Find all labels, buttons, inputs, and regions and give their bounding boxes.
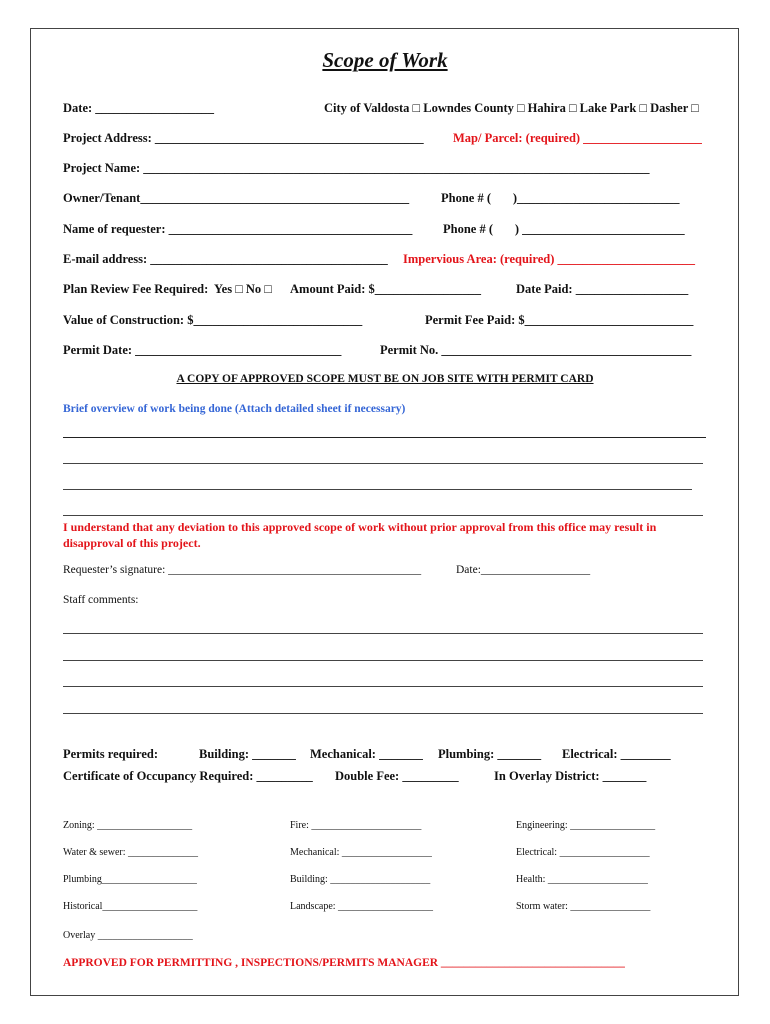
mechanical-review-field[interactable]: Mechanical: __________________ xyxy=(290,847,432,858)
owner-tenant-field[interactable]: Owner/Tenant___________________________________________ xyxy=(63,191,410,205)
overview-label: Brief overview of work being done (Attach detailed sheet if necessary) xyxy=(63,403,406,415)
permit-no-field[interactable]: Permit No. ________________________________________ xyxy=(380,343,692,357)
overview-line-4[interactable] xyxy=(63,515,703,516)
comments-line-1[interactable] xyxy=(63,633,703,634)
certificate-occupancy-field[interactable]: Certificate of Occupancy Required: _________ xyxy=(63,769,313,783)
double-fee-field[interactable]: Double Fee: _________ xyxy=(335,769,459,783)
owner-phone-field[interactable]: Phone # ( )__________________________ xyxy=(441,191,680,205)
requester-phone-field[interactable]: Phone # ( ) __________________________ xyxy=(443,222,685,236)
plumbing-review-field[interactable]: Plumbing___________________ xyxy=(63,874,197,885)
fire-review-field[interactable]: Fire: ______________________ xyxy=(290,820,422,831)
overview-line-2[interactable] xyxy=(63,463,703,464)
overlay-review-field[interactable]: Overlay ___________________ xyxy=(63,930,193,941)
map-parcel-field[interactable]: Map/ Parcel: (required) ___________________ xyxy=(453,131,702,145)
date-field[interactable]: Date: ___________________ xyxy=(63,101,215,115)
comments-line-2[interactable] xyxy=(63,660,703,661)
historical-review-field[interactable]: Historical___________________ xyxy=(63,901,198,912)
building-review-field[interactable]: Building: ____________________ xyxy=(290,874,431,885)
mechanical-permit-field[interactable]: Mechanical: _______ xyxy=(310,747,423,761)
deviation-warning: I understand that any deviation to this approved scope of work without prior approval from this office may result in disapproval of this project. xyxy=(63,520,657,550)
requester-name-field[interactable]: Name of requester: _______________________________________ xyxy=(63,222,413,236)
storm-water-review-field[interactable]: Storm water: ________________ xyxy=(516,901,651,912)
health-review-field[interactable]: Health: ____________________ xyxy=(516,874,648,885)
project-name-field[interactable]: Project Name: _________________________________________________________________________________ xyxy=(63,161,650,175)
water-sewer-review-field[interactable]: Water & sewer: ______________ xyxy=(63,847,198,858)
landscape-review-field[interactable]: Landscape: ___________________ xyxy=(290,901,434,912)
permits-required-label: Permits required: xyxy=(63,747,159,761)
approval-signature-field[interactable]: APPROVED FOR PERMITTING , INSPECTIONS/PERMITS MANAGER ________________________________ xyxy=(63,957,625,969)
jurisdiction-checkboxes[interactable]: City of Valdosta □ Lowndes County □ Hahira □ Lake Park □ Dasher □ xyxy=(324,101,699,115)
date-paid-field[interactable]: Date Paid: __________________ xyxy=(516,282,689,296)
plan-review-fee-field[interactable]: Plan Review Fee Required: Yes □ No □ xyxy=(63,282,272,296)
plumbing-permit-field[interactable]: Plumbing: _______ xyxy=(438,747,542,761)
comments-line-3[interactable] xyxy=(63,686,703,687)
electrical-review-field[interactable]: Electrical: __________________ xyxy=(516,847,650,858)
permit-date-field[interactable]: Permit Date: _________________________________ xyxy=(63,343,342,357)
email-field[interactable]: E-mail address: ______________________________________ xyxy=(63,252,388,266)
amount-paid-field[interactable]: Amount Paid: $_________________ xyxy=(290,282,481,296)
overlay-district-field[interactable]: In Overlay District: _______ xyxy=(494,769,647,783)
copy-notice: A COPY OF APPROVED SCOPE MUST BE ON JOB SITE WITH PERMIT CARD xyxy=(176,373,594,385)
permit-fee-paid-field[interactable]: Permit Fee Paid: $___________________________ xyxy=(425,313,694,327)
electrical-permit-field[interactable]: Electrical: ________ xyxy=(562,747,671,761)
impervious-area-field[interactable]: Impervious Area: (required) ______________________ xyxy=(403,252,696,266)
zoning-review-field[interactable]: Zoning: ___________________ xyxy=(63,820,193,831)
project-address-field[interactable]: Project Address: ___________________________________________ xyxy=(63,131,424,145)
form-title: Scope of Work xyxy=(322,48,448,72)
staff-comments-label: Staff comments: xyxy=(63,594,139,606)
requester-signature-field[interactable]: Requester’s signature: ____________________________________________ xyxy=(63,564,422,576)
building-permit-field[interactable]: Building: _______ xyxy=(199,747,296,761)
comments-line-4[interactable] xyxy=(63,713,703,714)
overview-line-3[interactable] xyxy=(63,489,692,490)
signature-date-field[interactable]: Date:___________________ xyxy=(456,564,591,576)
engineering-review-field[interactable]: Engineering: _________________ xyxy=(516,820,656,831)
value-construction-field[interactable]: Value of Construction: $___________________________ xyxy=(63,313,363,327)
overview-line-1[interactable] xyxy=(63,437,706,438)
